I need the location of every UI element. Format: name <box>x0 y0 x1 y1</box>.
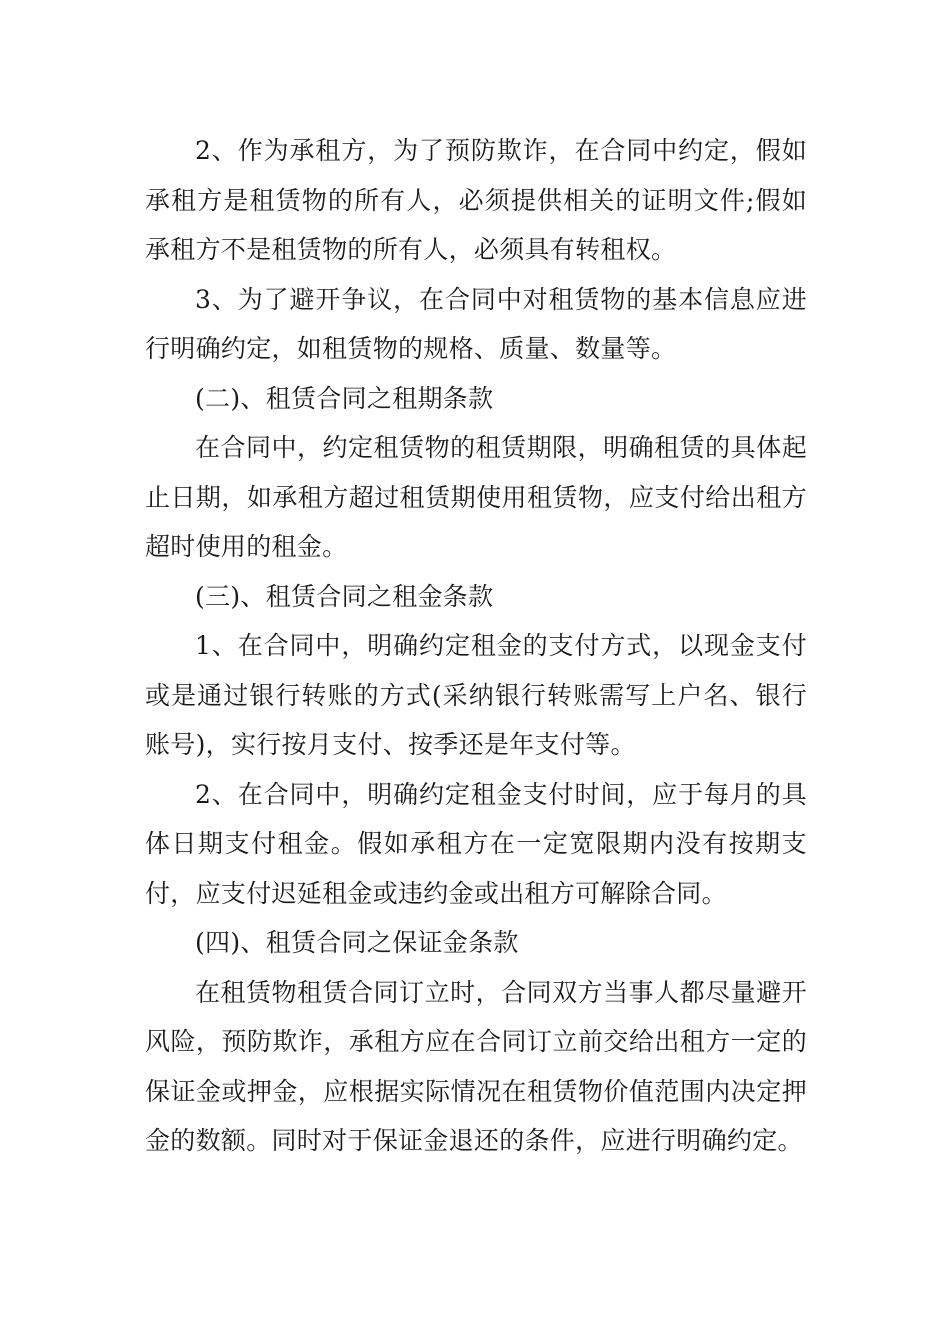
paragraph-item-info: 3、为了避开争议，在合同中对租赁物的基本信息应进行明确约定，如租赁物的规格、质量、数量等。 <box>145 284 807 363</box>
paragraph-rent-time: 2、在合同中，明确约定租金支付时间，应于每月的具体日期支付租金。假如承租方在一定宽限期内没有按期支付，应支付迟延租金或违约金或出租方可解除合同。 <box>145 779 807 908</box>
paragraph-term: 在合同中，约定租赁物的租赁期限，明确租赁的具体起止日期，如承租方超过租赁期使用租赁物，应支付给出租方超时使用的租金。 <box>145 433 807 561</box>
paragraph-sublet-right: 2、作为承租方，为了预防欺诈，在合同中约定，假如承租方是租赁物的所有人，必须提供相关的证明文件;假如承租方不是租赁物的所有人，必须具有转租权。 <box>145 136 807 264</box>
section-heading-term: (二)、租赁合同之租期条款 <box>195 383 494 413</box>
document-body <box>145 126 807 1166</box>
section-heading-deposit: (四)、租赁合同之保证金条款 <box>195 928 519 957</box>
paragraph-deposit: 在租赁物租赁合同订立时，合同双方当事人都尽量避开风险，预防欺诈，承租方应在合同订立前交给出租方一定的保证金或押金，应根据实际情况在租赁物价值范围内决定押金的数额。同时对于保证金退还的条件，应进行明确约定。 <box>145 977 807 1155</box>
section-heading-rent: (三)、租赁合同之租金条款 <box>195 581 494 611</box>
paragraph-rent-method: 1、在合同中，明确约定租金的支付方式，以现金支付或是通过银行转账的方式(采纳银行转账需写上户名、银行账号)，实行按月支付、按季还是年支付等。 <box>145 631 807 759</box>
